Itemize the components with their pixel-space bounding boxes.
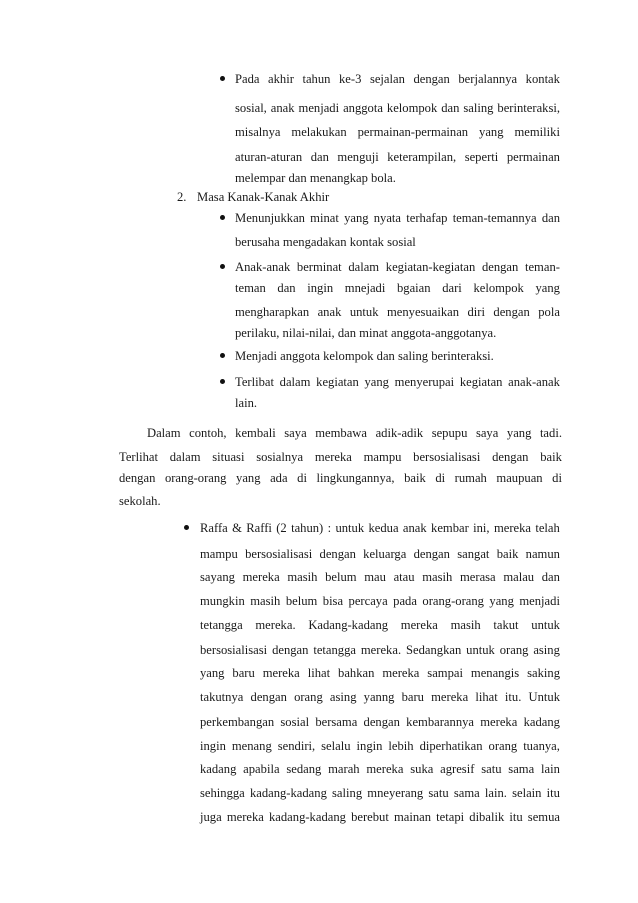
word: minat <box>310 211 339 225</box>
list-number: 2. <box>177 190 187 204</box>
word: pola <box>538 305 560 319</box>
word: mereka <box>480 715 518 729</box>
word: kegiatan <box>459 375 503 389</box>
text-line <box>200 642 560 658</box>
word: telah <box>535 521 560 535</box>
word: Anak-anak <box>235 260 291 274</box>
word: lebih <box>388 739 414 753</box>
word: semua <box>527 810 560 824</box>
word: Kadang-kadang <box>308 618 389 632</box>
word: menyerupai <box>394 375 455 389</box>
word: sosial <box>280 715 310 729</box>
text-line <box>235 374 560 390</box>
word: aturan-aturan <box>235 150 303 164</box>
text-line: berusaha mengadakan kontak sosial <box>235 235 416 249</box>
word: tuanya, <box>523 739 560 753</box>
word: anak <box>317 305 342 319</box>
word: dengan <box>272 643 309 657</box>
word: : <box>327 521 332 535</box>
word: adik-adik <box>375 426 424 440</box>
word: orang <box>488 739 518 753</box>
word: ingin <box>356 739 383 753</box>
word: dengan <box>250 690 287 704</box>
word: anak <box>270 101 295 115</box>
word: belum <box>285 594 318 608</box>
word: Raffi <box>246 521 272 535</box>
word: Raffa <box>200 521 228 535</box>
word: dengan <box>363 715 400 729</box>
word: rumah <box>454 471 487 485</box>
word: saling <box>332 786 363 800</box>
word: keterampilan, <box>387 150 457 164</box>
word: nyata <box>373 211 402 225</box>
word: lihat <box>475 690 498 704</box>
text-line <box>200 785 560 801</box>
word: (2 <box>276 521 287 535</box>
word: asing <box>329 690 357 704</box>
word: yang <box>489 594 514 608</box>
word: untuk <box>466 643 495 657</box>
word: Menunjukkan <box>235 211 305 225</box>
text-line: melempar dan menangkap bola. <box>235 171 396 185</box>
word: kadang-kadang <box>269 810 346 824</box>
word: tetangga <box>200 618 243 632</box>
word: ingin <box>200 739 226 753</box>
word: perkembangan <box>200 715 275 729</box>
word: malau <box>503 570 535 584</box>
word: merasa <box>459 570 496 584</box>
paragraph-line: sekolah. <box>119 494 161 508</box>
word: sosialnya <box>256 450 304 464</box>
word: dan <box>541 211 560 225</box>
text-line <box>235 71 560 87</box>
word: seperti <box>464 150 499 164</box>
word: dari <box>442 281 462 295</box>
word: mengharapkan <box>235 305 310 319</box>
word: dengan <box>481 260 519 274</box>
word: selain <box>512 786 542 800</box>
word: yang <box>200 666 225 680</box>
text-line <box>235 124 560 140</box>
word: anggota <box>343 101 383 115</box>
word: teman-temannya <box>452 211 537 225</box>
word: suka <box>410 762 434 776</box>
word: bahkan <box>338 666 375 680</box>
word: yang <box>535 281 560 295</box>
word: saya <box>284 426 307 440</box>
word: permainan <box>506 150 560 164</box>
word: tahun) <box>291 521 324 535</box>
word: yang <box>344 211 369 225</box>
word: dengan <box>119 471 156 485</box>
word: mnejadi <box>344 281 386 295</box>
word: sehingga <box>200 786 245 800</box>
text-line <box>200 809 560 825</box>
word: tahun <box>302 72 331 86</box>
word: ini, <box>473 521 490 535</box>
word: satu <box>428 786 449 800</box>
text-line <box>200 520 560 536</box>
text-line <box>235 149 560 165</box>
word: masih <box>287 570 318 584</box>
word: mainan <box>393 810 432 824</box>
word: bgaian <box>397 281 431 295</box>
word: bersosialisasi <box>413 450 481 464</box>
word: lingkungannya, <box>316 471 395 485</box>
word: mereka <box>400 618 438 632</box>
word: akhir <box>268 72 294 86</box>
word: menjadi <box>519 594 560 608</box>
word: saking <box>527 666 560 680</box>
text-line <box>235 210 560 226</box>
word: memiliki <box>514 125 560 139</box>
section-heading: Masa Kanak-Kanak Akhir <box>197 190 330 204</box>
word: sejalan <box>369 72 405 86</box>
word: berjalannya <box>458 72 518 86</box>
word: mneyerang <box>367 786 424 800</box>
word: dengan <box>413 547 450 561</box>
word: berminat <box>296 260 342 274</box>
word: orang <box>499 643 529 657</box>
word: yang <box>364 375 389 389</box>
word: & <box>232 521 242 535</box>
word: kelompok <box>473 281 524 295</box>
word: ke-3 <box>339 72 362 86</box>
word: juga <box>200 810 222 824</box>
word: Untuk <box>528 690 560 704</box>
word: masih <box>422 570 453 584</box>
word: asing <box>533 643 560 657</box>
word: itu. <box>504 690 522 704</box>
word: Dalam <box>147 426 181 440</box>
word: agresif <box>440 762 475 776</box>
word: dengan <box>492 450 529 464</box>
bullet-dot <box>220 264 225 269</box>
word: anak-anak <box>508 375 560 389</box>
word: mereka <box>226 810 264 824</box>
word: anak <box>402 521 427 535</box>
word: baik <box>496 547 519 561</box>
text-line <box>200 593 560 609</box>
word: kedua <box>368 521 399 535</box>
word: kembarannya <box>406 715 475 729</box>
word: tetangga <box>313 643 356 657</box>
word: yanng <box>363 690 395 704</box>
word: permainan-permainan <box>357 125 469 139</box>
text-line <box>200 714 560 730</box>
word: mampu <box>363 450 402 464</box>
word: tetapi <box>436 810 465 824</box>
word: dan <box>541 570 560 584</box>
word: berebut <box>351 810 389 824</box>
word: menjadi <box>298 101 340 115</box>
word: situasi <box>212 450 245 464</box>
word: lihat <box>307 666 331 680</box>
text-line: Menjadi anggota kelompok dan saling berinteraksi. <box>235 349 494 363</box>
word: pada <box>393 594 417 608</box>
word: saya <box>475 426 499 440</box>
word: sangat <box>457 547 490 561</box>
text-line <box>235 259 560 275</box>
word: tadi. <box>539 426 562 440</box>
word: sama <box>453 786 480 800</box>
word: baik <box>404 471 426 485</box>
word: orang <box>294 690 323 704</box>
word: dalam <box>279 375 311 389</box>
text-line <box>200 689 560 705</box>
word: orang-orang <box>164 471 227 485</box>
word: melakukan <box>291 125 347 139</box>
text-line <box>235 280 560 296</box>
word: sendiri, <box>277 739 316 753</box>
word: maupuan <box>496 471 543 485</box>
word: menang <box>231 739 272 753</box>
word: untuk <box>335 521 365 535</box>
word: ada <box>270 471 288 485</box>
word: kegiatan <box>316 375 359 389</box>
word: marah <box>328 762 360 776</box>
word: sosial, <box>235 101 267 115</box>
word: menyesuaikan <box>386 305 460 319</box>
word: di <box>297 471 307 485</box>
word: mereka <box>382 666 420 680</box>
paragraph-line <box>119 449 562 465</box>
word: satu <box>481 762 502 776</box>
word: kegiatan-kegiatan <box>385 260 476 274</box>
text-line <box>200 665 560 681</box>
word: bersosialisasi <box>245 547 313 561</box>
word: yang <box>479 125 504 139</box>
word: mereka <box>242 570 280 584</box>
word: selalu <box>321 739 351 753</box>
text-line <box>200 738 560 754</box>
word: lain <box>540 762 560 776</box>
word: kembar <box>431 521 469 535</box>
word: yang <box>506 426 532 440</box>
bullet-dot <box>220 215 225 220</box>
word: dengan <box>413 72 450 86</box>
word: dengan <box>493 305 530 319</box>
word: kadang <box>200 762 237 776</box>
word: Terlihat <box>119 450 158 464</box>
word: orang-orang <box>422 594 484 608</box>
bullet-dot <box>220 76 225 81</box>
word: mereka <box>262 666 300 680</box>
word: lain. <box>484 786 507 800</box>
word: bersosialisasi <box>200 643 268 657</box>
word: mereka <box>366 762 404 776</box>
word: atau <box>393 570 415 584</box>
word: saling <box>463 101 494 115</box>
word: kelompok <box>386 101 438 115</box>
word: sama <box>508 762 535 776</box>
bullet-dot <box>220 379 225 384</box>
text-line <box>235 100 560 116</box>
word: itu <box>546 786 560 800</box>
text-line: lain. <box>235 396 258 410</box>
text-line <box>235 304 560 320</box>
word: mereka <box>431 690 469 704</box>
word: menangis <box>470 666 520 680</box>
word: keluarga <box>363 547 407 561</box>
word: dan <box>310 150 329 164</box>
word: misalnya <box>235 125 281 139</box>
word: Terlibat <box>235 375 274 389</box>
word: sedang <box>286 762 322 776</box>
word: mereka. <box>255 618 296 632</box>
word: di <box>552 471 562 485</box>
word: untuk <box>531 618 560 632</box>
word: kembali <box>235 426 276 440</box>
word: itu <box>509 810 523 824</box>
word: kadang <box>523 715 560 729</box>
bullet-dot <box>184 525 189 530</box>
word: bisa <box>322 594 344 608</box>
paragraph-line <box>147 425 562 441</box>
word: namun <box>525 547 560 561</box>
word: untuk <box>349 305 379 319</box>
word: dan <box>277 281 296 295</box>
word: di <box>435 471 446 485</box>
word: baik <box>540 450 562 464</box>
word: dalam <box>169 450 201 464</box>
paragraph-line <box>119 470 562 486</box>
word: baru <box>401 690 424 704</box>
word: teman- <box>524 260 560 274</box>
word: dengan <box>319 547 356 561</box>
word: menguji <box>337 150 379 164</box>
word: diperhatikan <box>419 739 483 753</box>
word: masih <box>450 618 481 632</box>
word: membawa <box>315 426 367 440</box>
text-line <box>200 761 560 777</box>
text-line <box>200 569 560 585</box>
text-line <box>200 617 560 633</box>
word: mampu <box>200 547 238 561</box>
word: sampai <box>427 666 463 680</box>
text-line: perilaku, nilai-nilai, dan minat anggota-anggotanya. <box>235 326 497 340</box>
word: mungkin <box>200 594 245 608</box>
word: yang <box>236 471 261 485</box>
word: dibalik <box>469 810 505 824</box>
word: apabila <box>243 762 280 776</box>
word: percaya <box>348 594 388 608</box>
word: sayang <box>200 570 235 584</box>
word: takut <box>493 618 519 632</box>
word: contoh, <box>189 426 227 440</box>
word: mereka. <box>360 643 402 657</box>
word: sepupu <box>431 426 468 440</box>
word: dalam <box>348 260 380 274</box>
word: mau <box>364 570 386 584</box>
word: mereka <box>493 521 531 535</box>
word: teman <box>235 281 266 295</box>
word: Pada <box>235 72 260 86</box>
bullet-dot <box>220 353 225 358</box>
word: terhafap <box>406 211 448 225</box>
word: diri <box>467 305 485 319</box>
word: baru <box>232 666 255 680</box>
word: takutnya <box>200 690 244 704</box>
word: belum <box>325 570 357 584</box>
word: ingin <box>307 281 334 295</box>
word: dan <box>441 101 460 115</box>
word: masih <box>250 594 281 608</box>
word: berinteraksi, <box>497 101 560 115</box>
word: kontak <box>525 72 560 86</box>
word: Sedangkan <box>406 643 462 657</box>
word: bersama <box>315 715 358 729</box>
text-line <box>200 546 560 562</box>
word: mereka <box>314 450 352 464</box>
word: kadang-kadang <box>249 786 327 800</box>
